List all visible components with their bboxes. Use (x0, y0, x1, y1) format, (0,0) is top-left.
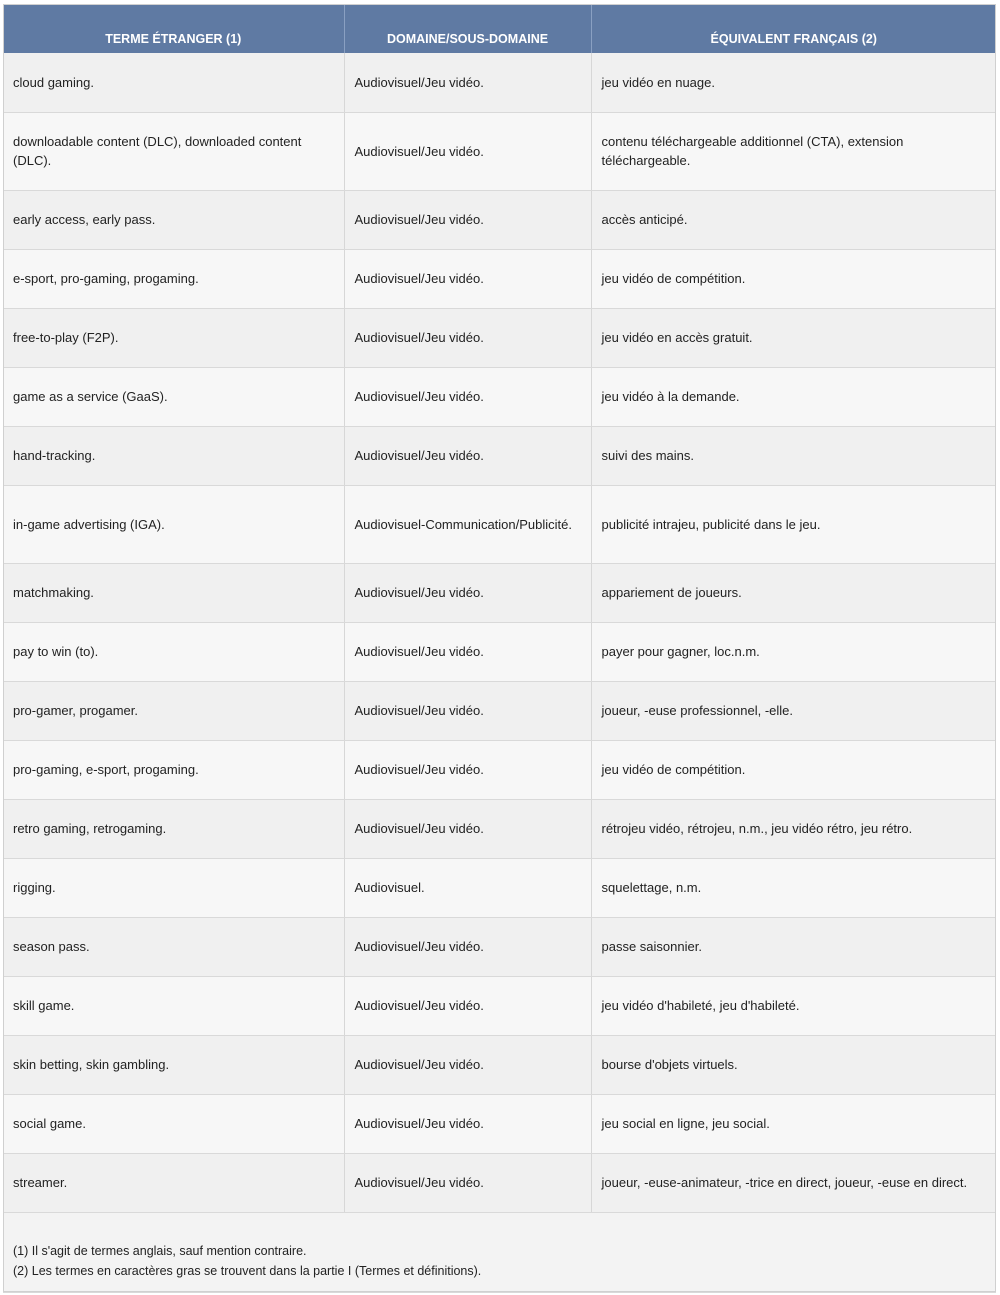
cell-domain: Audiovisuel/Jeu vidéo. (344, 190, 591, 249)
cell-equivalent: rétrojeu vidéo, rétrojeu, n.m., jeu vidéo rétro, jeu rétro. (591, 799, 996, 858)
table-row (3, 1035, 996, 1094)
cell-equivalent: jeu vidéo de compétition. (591, 249, 996, 308)
cell-equivalent: appariement de joueurs. (591, 563, 996, 622)
cell-domain: Audiovisuel/Jeu vidéo. (344, 799, 591, 858)
cell-domain: Audiovisuel/Jeu vidéo. (344, 53, 591, 112)
cell-term: game as a service (GaaS). (3, 367, 344, 426)
cell-domain: Audiovisuel. (344, 858, 591, 917)
cell-domain: Audiovisuel-Communication/Publicité. (344, 485, 591, 563)
cell-equivalent: jeu vidéo à la demande. (591, 367, 996, 426)
header-foreign-term: TERME ÉTRANGER (1) (3, 4, 344, 53)
cell-term: retro gaming, retrogaming. (3, 799, 344, 858)
cell-term: pro-gaming, e-sport, progaming. (3, 740, 344, 799)
cell-domain: Audiovisuel/Jeu vidéo. (344, 740, 591, 799)
cell-equivalent: jeu vidéo en nuage. (591, 53, 996, 112)
cell-term: free-to-play (F2P). (3, 308, 344, 367)
cell-term: cloud gaming. (3, 53, 344, 112)
cell-term: hand-tracking. (3, 426, 344, 485)
table-row (3, 485, 996, 563)
cell-equivalent: jeu vidéo d'habileté, jeu d'habileté. (591, 976, 996, 1035)
footnote-1: (1) Il s'agit de termes anglais, sauf mention contraire. (13, 1243, 307, 1258)
header-french-equivalent: ÉQUIVALENT FRANÇAIS (2) (591, 4, 996, 53)
table-row (3, 858, 996, 917)
cell-equivalent: jeu social en ligne, jeu social. (591, 1094, 996, 1153)
cell-term: skill game. (3, 976, 344, 1035)
table-row (3, 249, 996, 308)
terminology-table-container (3, 4, 996, 1293)
table-row (3, 190, 996, 249)
footnotes (3, 1213, 996, 1293)
table-row (3, 917, 996, 976)
table-row (3, 426, 996, 485)
cell-term: rigging. (3, 858, 344, 917)
cell-term: pay to win (to). (3, 622, 344, 681)
cell-equivalent: bourse d'objets virtuels. (591, 1035, 996, 1094)
cell-domain: Audiovisuel/Jeu vidéo. (344, 681, 591, 740)
cell-domain: Audiovisuel/Jeu vidéo. (344, 367, 591, 426)
cell-domain: Audiovisuel/Jeu vidéo. (344, 563, 591, 622)
cell-equivalent: squelettage, n.m. (591, 858, 996, 917)
cell-domain: Audiovisuel/Jeu vidéo. (344, 112, 591, 190)
cell-term: skin betting, skin gambling. (3, 1035, 344, 1094)
cell-equivalent: accès anticipé. (591, 190, 996, 249)
cell-equivalent: joueur, -euse professionnel, -elle. (591, 681, 996, 740)
cell-domain: Audiovisuel/Jeu vidéo. (344, 1153, 591, 1212)
cell-term: season pass. (3, 917, 344, 976)
table-row (3, 1094, 996, 1153)
footnote-2: (2) Les termes en caractères gras se trouvent dans la partie I (Termes et définitions). (13, 1263, 482, 1278)
cell-domain: Audiovisuel/Jeu vidéo. (344, 308, 591, 367)
table-row (3, 799, 996, 858)
cell-domain: Audiovisuel/Jeu vidéo. (344, 1035, 591, 1094)
table-row (3, 622, 996, 681)
table-row (3, 367, 996, 426)
table-header-row (3, 4, 996, 53)
cell-term: matchmaking. (3, 563, 344, 622)
header-domain: DOMAINE/SOUS-DOMAINE (344, 4, 591, 53)
terminology-table (3, 4, 996, 1213)
cell-term: early access, early pass. (3, 190, 344, 249)
cell-term: e-sport, pro-gaming, progaming. (3, 249, 344, 308)
cell-equivalent: jeu vidéo en accès gratuit. (591, 308, 996, 367)
cell-term: social game. (3, 1094, 344, 1153)
cell-domain: Audiovisuel/Jeu vidéo. (344, 976, 591, 1035)
cell-equivalent: joueur, -euse-animateur, -trice en direct, joueur, -euse en direct. (591, 1153, 996, 1212)
cell-domain: Audiovisuel/Jeu vidéo. (344, 426, 591, 485)
table-row (3, 740, 996, 799)
cell-domain: Audiovisuel/Jeu vidéo. (344, 622, 591, 681)
cell-term: downloadable content (DLC), downloaded content (DLC). (3, 112, 344, 190)
cell-term: streamer. (3, 1153, 344, 1212)
cell-term: pro-gamer, progamer. (3, 681, 344, 740)
cell-equivalent: payer pour gagner, loc.n.m. (591, 622, 996, 681)
cell-equivalent: passe saisonnier. (591, 917, 996, 976)
cell-equivalent: suivi des mains. (591, 426, 996, 485)
table-row (3, 53, 996, 112)
cell-equivalent: contenu téléchargeable additionnel (CTA), extension téléchargeable. (591, 112, 996, 190)
cell-equivalent: jeu vidéo de compétition. (591, 740, 996, 799)
table-row (3, 681, 996, 740)
cell-domain: Audiovisuel/Jeu vidéo. (344, 1094, 591, 1153)
cell-equivalent: publicité intrajeu, publicité dans le jeu. (591, 485, 996, 563)
table-row (3, 976, 996, 1035)
table-row (3, 112, 996, 190)
table-row (3, 308, 996, 367)
table-row (3, 563, 996, 622)
cell-domain: Audiovisuel/Jeu vidéo. (344, 917, 591, 976)
table-row (3, 1153, 996, 1212)
cell-term: in-game advertising (IGA). (3, 485, 344, 563)
cell-domain: Audiovisuel/Jeu vidéo. (344, 249, 591, 308)
